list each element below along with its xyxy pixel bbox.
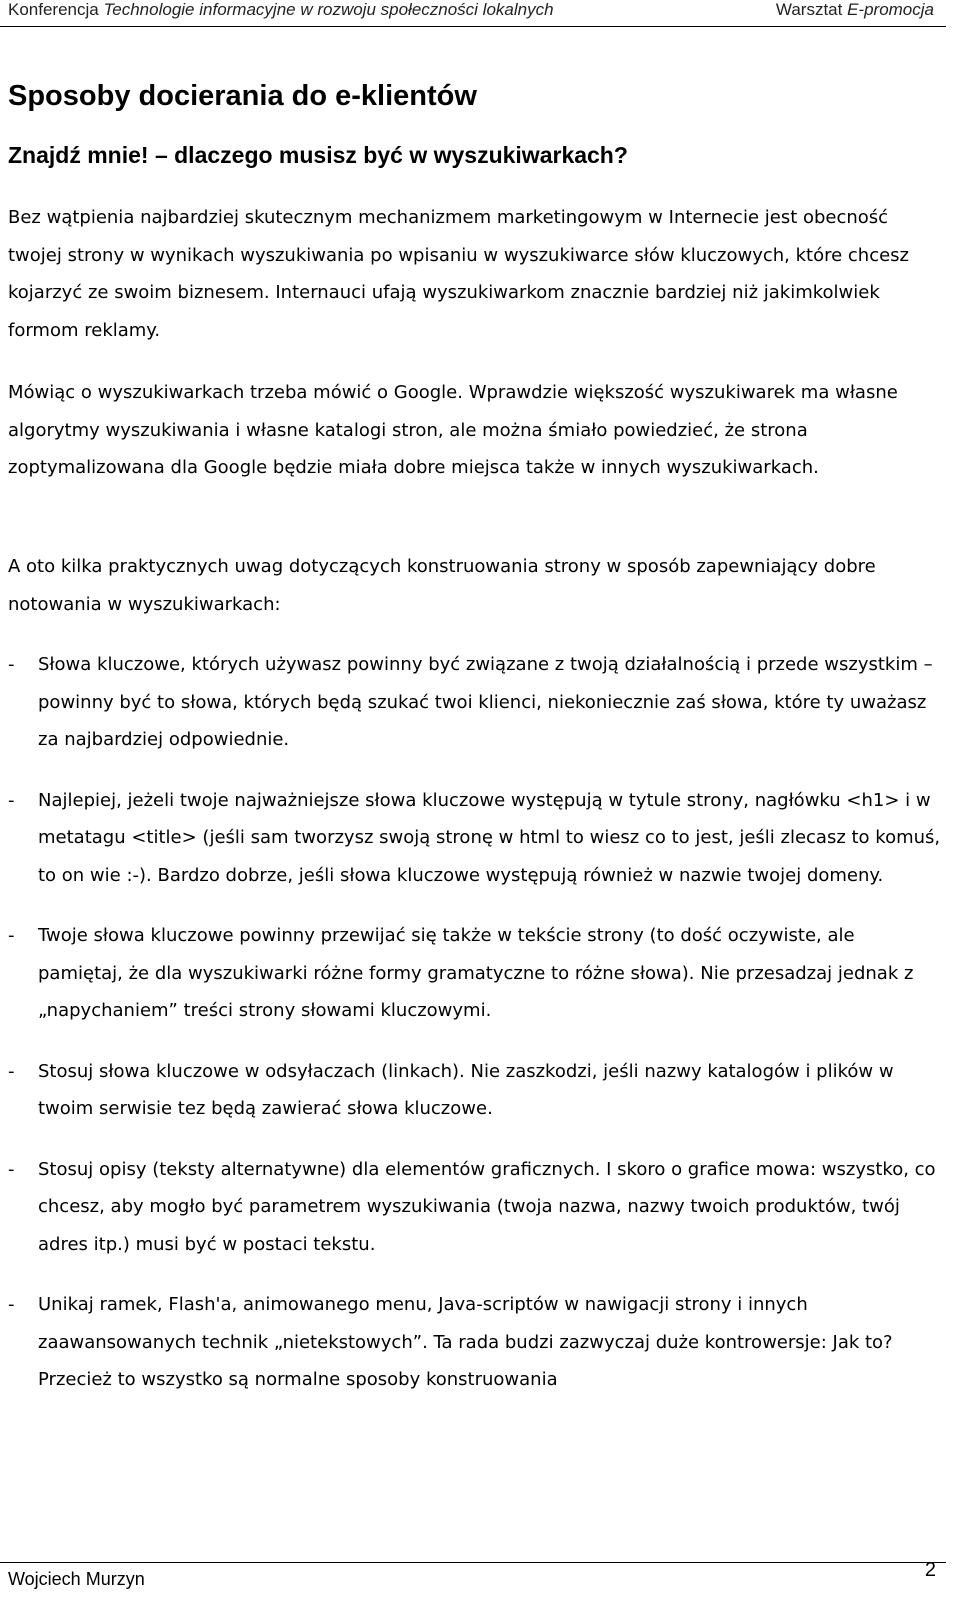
page-number: 2 — [924, 1559, 936, 1581]
page-footer — [0, 1559, 946, 1589]
footer-author: Wojciech Murzyn — [8, 1569, 145, 1589]
list-item — [8, 1151, 943, 1264]
header-workshop-title: E-promocja — [847, 0, 934, 19]
running-header — [0, 0, 946, 27]
list-dash: - — [8, 789, 15, 811]
paragraph-tips-intro: A oto kilka praktycznych uwag dotyczących konstruowania strony w sposób zapewniający dobre notowania w wyszukiwarkach: — [8, 556, 876, 615]
list-dash: - — [8, 1060, 15, 1082]
section-subtitle: Znajdź mnie! – dlaczego musisz być w wyszukiwarkach? — [8, 142, 628, 168]
list-item-text: Stosuj słowa kluczowe w odsyłaczach (linkach). Nie zaszkodzi, jeśli nazwy katalogów i plików w twoim serwisie tez będą zawierać słowa kluczowe. — [38, 1060, 894, 1119]
list-dash: - — [8, 1294, 15, 1315]
paragraph-intro: Bez wątpienia najbardziej skutecznym mechanizmem marketingowym w Internecie jest obecność twojej strony w wynikach wyszukiwania po wpisaniu w wyszukiwarce słów kluczowych, które chcesz kojarzyć ze swoim biznesem. Internauci ufają wyszukiwarkom znacznie bardziej niż jakimkolwiek formom reklamy. — [8, 207, 910, 341]
header-conference — [8, 0, 554, 20]
list-item — [8, 1286, 943, 1399]
header-conference-title: Technologie informacyjne w rozwoju społeczności lokalnych — [103, 0, 554, 19]
page-title: Sposoby docierania do e-klientów — [8, 80, 477, 112]
list-dash: - — [8, 654, 15, 675]
list-item — [8, 782, 943, 895]
list-item-text: Unikaj ramek, Flash'a, animowanego menu, Java-scriptów w nawigacji strony i innych zaawansowanych technik „nietekstowych”. Ta rada budzi zazwyczaj duże kontrowersje: Jak to? Przecież to wszystko są normalne sposoby konstruowania — [38, 1294, 893, 1390]
list-item-text: Stosuj opisy (teksty alternatywne) dla elementów graficznych. I skoro o grafice mowa: wszystko, co chcesz, aby mogło być parametrem wyszukiwania (twoja nazwa, nazwy twoich produktów, twój adres itp.) musi być w postaci tekstu. — [38, 1158, 936, 1255]
list-dash: - — [8, 925, 15, 946]
list-item — [8, 1053, 943, 1128]
tips-list — [8, 646, 943, 1422]
list-item-text: Twoje słowa kluczowe powinny przewijać się także w tekście strony (to dość oczywiste, ale pamiętaj, że dla wyszukiwarki różne formy gramatyczne to różne słowa). Nie przesadzaj jednak z „napychaniem” treści strony słowami kluczowymi. — [38, 925, 914, 1021]
header-conference-prefix: Konferencja — [8, 0, 104, 19]
header-workshop-prefix: Warsztat — [775, 0, 848, 19]
list-item-text: Słowa kluczowe, których używasz powinny być związane z twoją działalnością i przede wszystkim – powinny być to słowa, których będą szukać twoi klienci, niekoniecznie zaś słowa, które ty uważasz za najbardziej odpowiednie. — [38, 654, 933, 750]
paragraph-google: Mówiąc o wyszukiwarkach trzeba mówić o Google. Wprawdzie większość wyszukiwarek ma własne algorytmy wyszukiwania i własne katalogi stron, ale można śmiało powiedzieć, że strona zoptymalizowana dla Google będzie miała dobre miejsca także w innych wyszukiwarkach. — [8, 382, 898, 478]
header-workshop — [776, 0, 934, 20]
list-item — [8, 917, 943, 1030]
list-item-text: Najlepiej, jeżeli twoje najważniejsze słowa kluczowe występują w tytule strony, nagłówku <h1> i w metatagu <title> (jeśli sam tworzysz swoją stronę w html to wiesz co to jest, jeśli zlecasz to komuś, to on wie :-). Bardzo dobrze, jeśli słowa kluczowe występują również w nazwie twojej domeny. — [38, 789, 941, 886]
list-item — [8, 646, 943, 759]
list-dash: - — [8, 1158, 15, 1180]
